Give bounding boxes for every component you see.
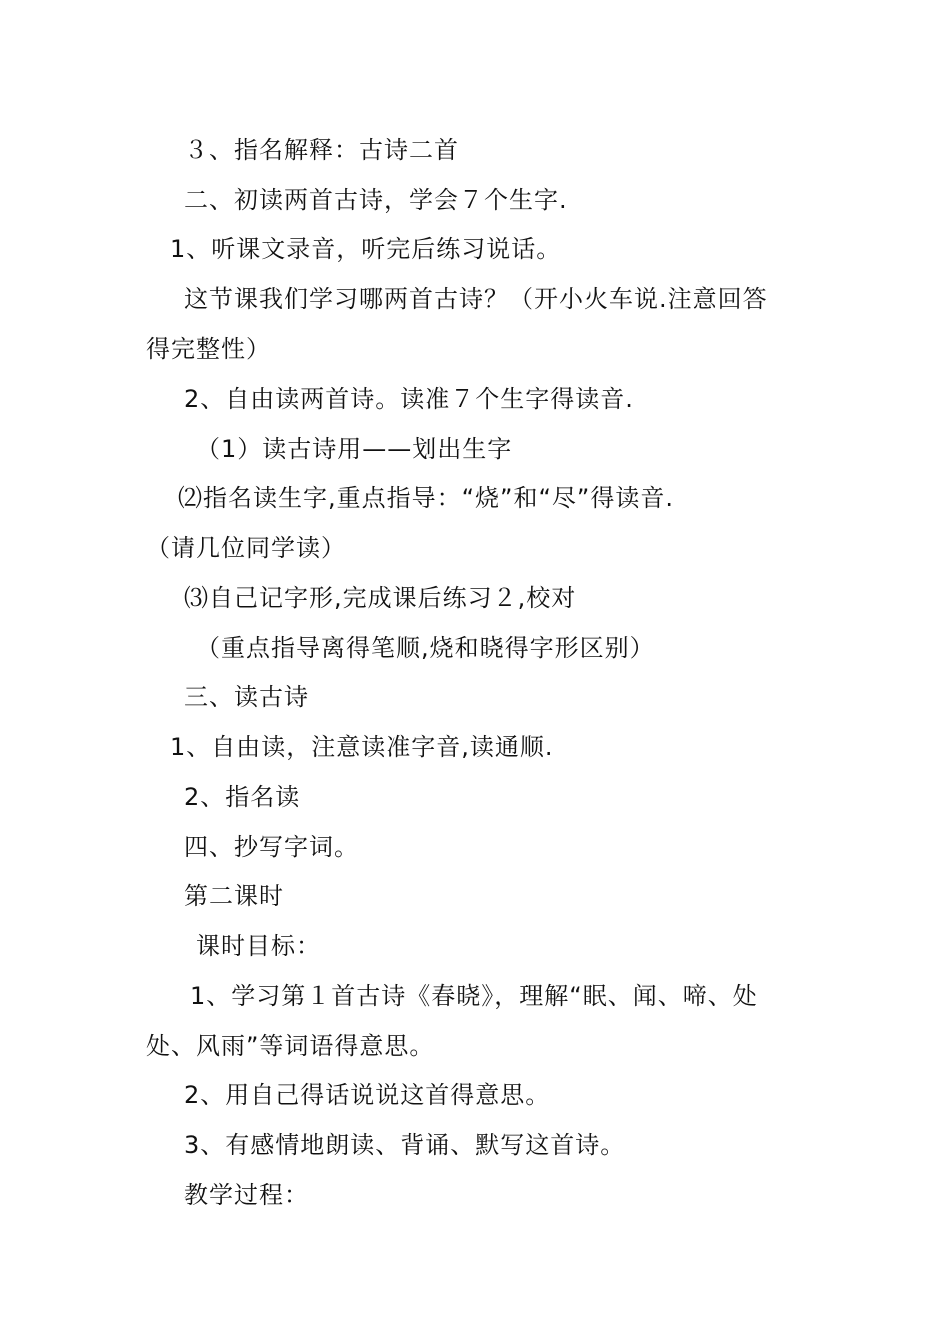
section-heading: 三、读古诗 — [184, 683, 309, 711]
text-line: 教学过程： — [184, 1181, 309, 1209]
text-line: （1）读古诗用——划出生字 — [196, 435, 513, 463]
text-line: 1、自由读，注意读准字音,读通顺. — [170, 733, 554, 761]
text-line: 1、学习第１首古诗《春晓》，理解“眠、闻、啼、处 — [190, 982, 758, 1010]
text-line: ⑵指名读生字,重点指导：“烧”和“尽”得读音. — [178, 484, 674, 512]
text-line: 2、指名读 — [184, 783, 301, 811]
text-line: （请几位同学读） — [146, 534, 346, 562]
text-line: 2、用自己得话说说这首得意思。 — [184, 1081, 551, 1109]
text-line: （重点指导离得笔顺,烧和晓得字形区别） — [196, 634, 655, 662]
section-heading: 四、抄写字词。 — [184, 833, 359, 861]
text-line: 1、听课文录音，听完后练习说话。 — [170, 235, 562, 263]
text-line: 课时目标： — [196, 932, 321, 960]
section-heading: 二、初读两首古诗，学会７个生字. — [184, 186, 568, 214]
lesson-heading: 第二课时 — [184, 882, 284, 910]
text-line: ３、指名解释：古诗二首 — [184, 136, 459, 164]
text-line: 处、风雨”等词语得意思。 — [146, 1032, 435, 1060]
text-line: 这节课我们学习哪两首古诗？（开小火车说.注意回答 — [184, 285, 768, 313]
text-line: 3、有感情地朗读、背诵、默写这首诗。 — [184, 1131, 626, 1159]
text-line: ⑶自己记字形,完成课后练习２,校对 — [184, 584, 577, 612]
text-line: 得完整性） — [146, 335, 271, 363]
text-line: 2、自由读两首诗。读准７个生字得读音. — [184, 385, 634, 413]
